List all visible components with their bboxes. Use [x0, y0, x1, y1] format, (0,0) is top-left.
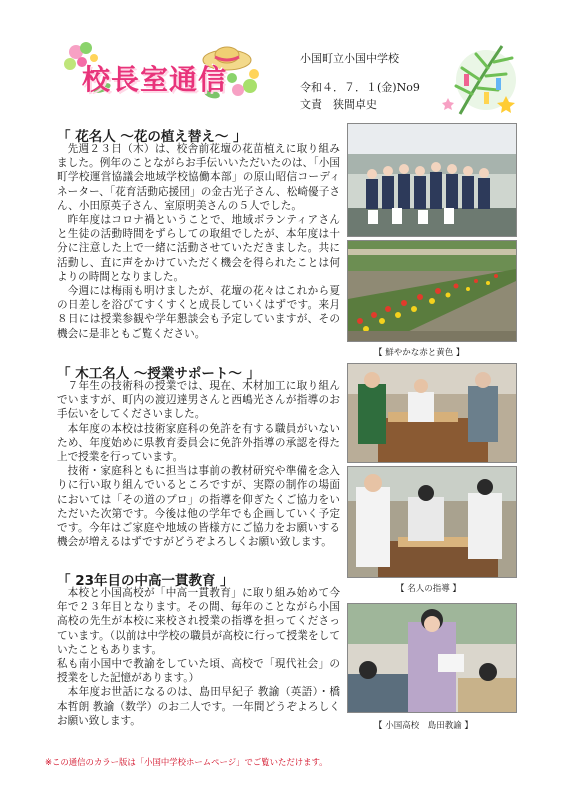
issue-date: 令和４．７．１(金)No9	[300, 81, 420, 94]
paragraph: 技術・家庭科ともに担当は事前の教材研究や準備を念入りに行い取り組んでいるところですが、実際の制作の場面においては「その道のプロ」の指導を仰ぎたくご協力をいただいた次第です。今後は他の学年でも企画していく予定です。今年はご家庭や地域の皆様方にご協力をお願いする機会が増えるはずですがどうぞよろしくお願い致します。	[57, 465, 340, 549]
paragraph: 本校と小国高校が「中高一貫教育」に取り組み始めて今年で２３年目となります。その間、毎年のことながら小国高校の先生が本校に来校され授業の指導を担ってくださっています。（以前は中学校の職員が高校に行って授業をしていたこともあります。	[57, 587, 340, 656]
photo-flower-bed	[347, 240, 517, 342]
section-heading-integrated-education: 「 23年目の中高一貫教育 」	[57, 573, 234, 589]
paragraph: 今週には梅雨も明けましたが、花壇の花々はこれから夏の日差しを浴びてすくすくと成長していくはずです。来月８日には授業参観や学年懇談会も予定していますが、その機会に是非ともご覧ください。	[57, 285, 340, 340]
photo-master-guidance	[347, 466, 517, 578]
paragraph: 昨年度はコロナ禍ということで、地域ボランティアさんと生徒の活動時間をずらしての取組でしたが、本年度は十分に注意した上で一緒に活動させていただきました。共に活動し、直に声をかけていただく機会を得られたことは何よりの時間となりました。	[57, 214, 340, 283]
photo-woodwork-instruction	[347, 363, 517, 463]
tanabata-bamboo-icon	[440, 38, 520, 118]
paragraph: 私も南小国中で教諭をしていた頃、高校で「現代社会」の授業をした記憶があります。）	[57, 658, 340, 685]
paragraph: ７年生の技術科の授業では、現在、木材加工に取り組んでいますが、町内の渡辺達男さんと西嶋光さんが指導のお手伝いをしてくださいました。	[57, 380, 340, 421]
group-photo-image	[348, 124, 516, 236]
paragraph: 先週２３日（木）は、校舎前花壇の花苗植えに取り組みました。例年のことながらお手伝いいただいたのは、「小国町学校運営協議会地域学校協働本部」の原山昭信コーディネーター、「花育活動応援団」の金古光子さん、松崎優子さん、小田原英子さん、室原明美さんの５人でした。	[57, 143, 340, 212]
paragraph: 本年度お世話になるのは、島田早紀子 教諭（英語）・橋本哲朗 教諭（数学）のお二人です。一年間どうぞよろしくお願い致します。	[57, 686, 340, 727]
section-body-woodwork	[57, 379, 340, 549]
page-title: 校長室通信	[82, 63, 228, 96]
paragraph: 本年度の本校は技術家庭科の免許を有する職員がいないため、年度始めに県教育委員会に免許外指導の承認を得た上で授業を行っています。	[57, 422, 340, 464]
teacher-image	[348, 604, 516, 712]
caption-master-guidance: 【 名人の指導 】	[396, 584, 461, 594]
section-heading-flowers: 「 花名人 ～花の植え替え～ 」	[57, 129, 247, 145]
editor-credit: 文責 狭間卓史	[300, 98, 377, 111]
section-heading-woodwork: 「 木工名人 ～授業サポート～ 」	[57, 366, 261, 382]
caption-highschool-teacher: 【 小国高校 島田教諭 】	[374, 721, 473, 731]
woodwork-image	[348, 364, 516, 462]
school-name: 小国町立小国中学校	[300, 52, 399, 65]
header	[0, 0, 565, 120]
section-body-integrated-education	[57, 586, 340, 728]
section-body-flowers	[57, 142, 340, 341]
flower-bed-image	[348, 241, 516, 341]
photo-group-volunteers	[347, 123, 517, 237]
guidance-image	[348, 467, 516, 577]
footer-note: ※この通信のカラー版は「小国中学校ホームページ」でご覧いただけます。	[45, 757, 328, 767]
photo-highschool-teacher	[347, 603, 517, 713]
flower-cluster-right-icon	[227, 69, 259, 96]
caption-flower-bed: 【 鮮やかな赤と黄色 】	[374, 348, 465, 358]
